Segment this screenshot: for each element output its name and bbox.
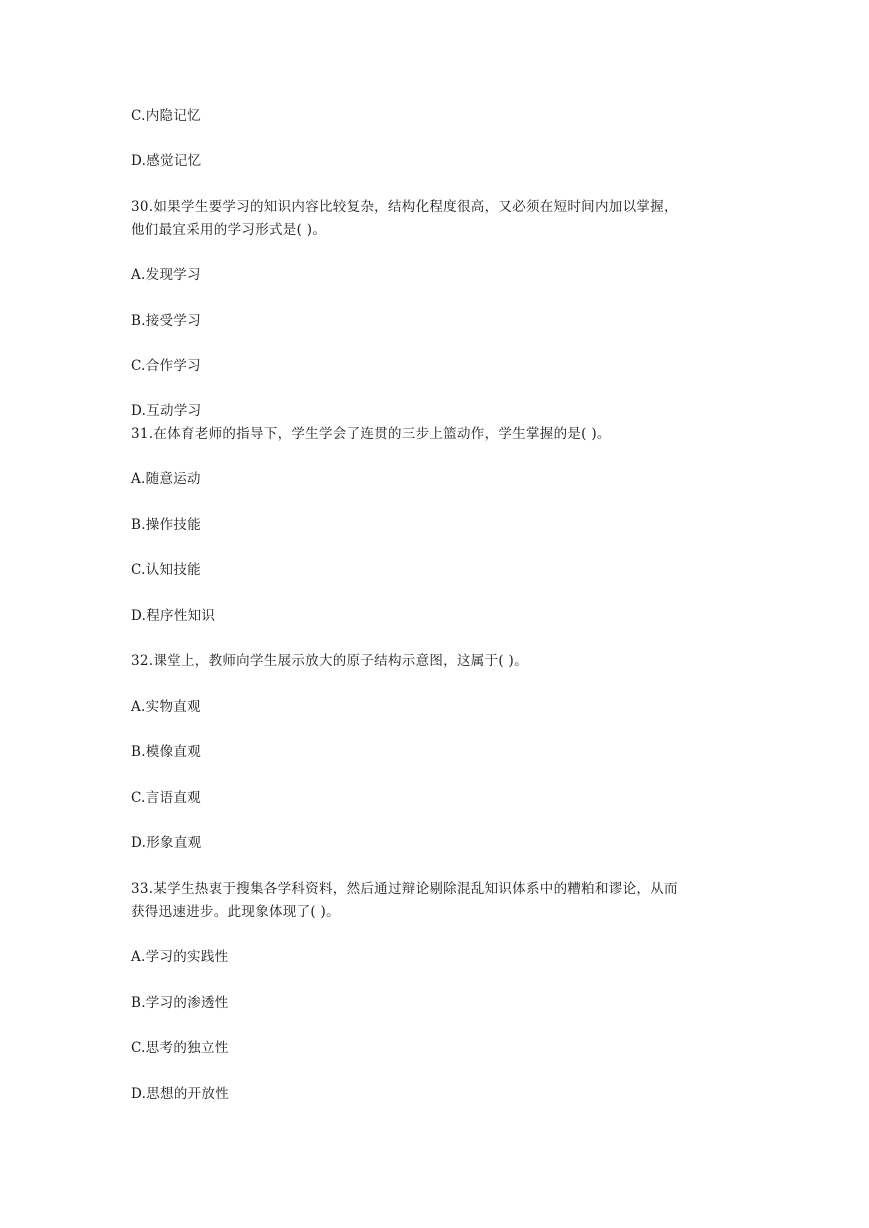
q30-option-b: B.接受学习 <box>131 313 202 329</box>
q30-option-a: A.发现学习 <box>131 267 201 283</box>
q33-option-d: D.思想的开放性 <box>131 1086 230 1102</box>
q29-option-c: C.内隐记忆 <box>131 108 201 124</box>
q31-option-b: B.操作技能 <box>131 517 202 533</box>
q33-option-a: A.学习的实践性 <box>131 949 229 965</box>
q30-option-d: D.互动学习 <box>131 403 202 419</box>
q33-option-b: B.学习的渗透性 <box>131 995 229 1011</box>
q29-option-d: D.感觉记忆 <box>131 153 202 169</box>
q31-option-d: D.程序性知识 <box>131 608 216 624</box>
q30-stem-line1: 30.如果学生要学习的知识内容比较复杂，结构化程度很高，又必须在短时间内加以掌握， <box>131 199 678 215</box>
q30-option-c: C.合作学习 <box>131 358 201 374</box>
q31-stem: 31.在体育老师的指导下，学生学会了连贯的三步上篮动作，学生掌握的是( )。 <box>131 426 611 442</box>
q33-stem-line2: 获得迅速进步。此现象体现了( )。 <box>131 904 340 920</box>
q32-stem: 32.课堂上，教师向学生展示放大的原子结构示意图，这属于( )。 <box>131 653 528 669</box>
q32-option-c: C.言语直观 <box>131 790 201 806</box>
q30-stem-line2: 他们最宜采用的学习形式是( )。 <box>131 222 327 238</box>
q31-option-a: A.随意运动 <box>131 471 201 487</box>
q32-option-d: D.形象直观 <box>131 835 202 851</box>
q32-option-b: B.模像直观 <box>131 744 202 760</box>
q33-option-c: C.思考的独立性 <box>131 1040 229 1056</box>
q33-stem-line1: 33.某学生热衷于搜集各学科资料，然后通过辩论剔除混乱知识体系中的糟粕和谬论，从而 <box>131 881 678 897</box>
q32-option-a: A.实物直观 <box>131 699 201 715</box>
q31-option-c: C.认知技能 <box>131 562 201 578</box>
